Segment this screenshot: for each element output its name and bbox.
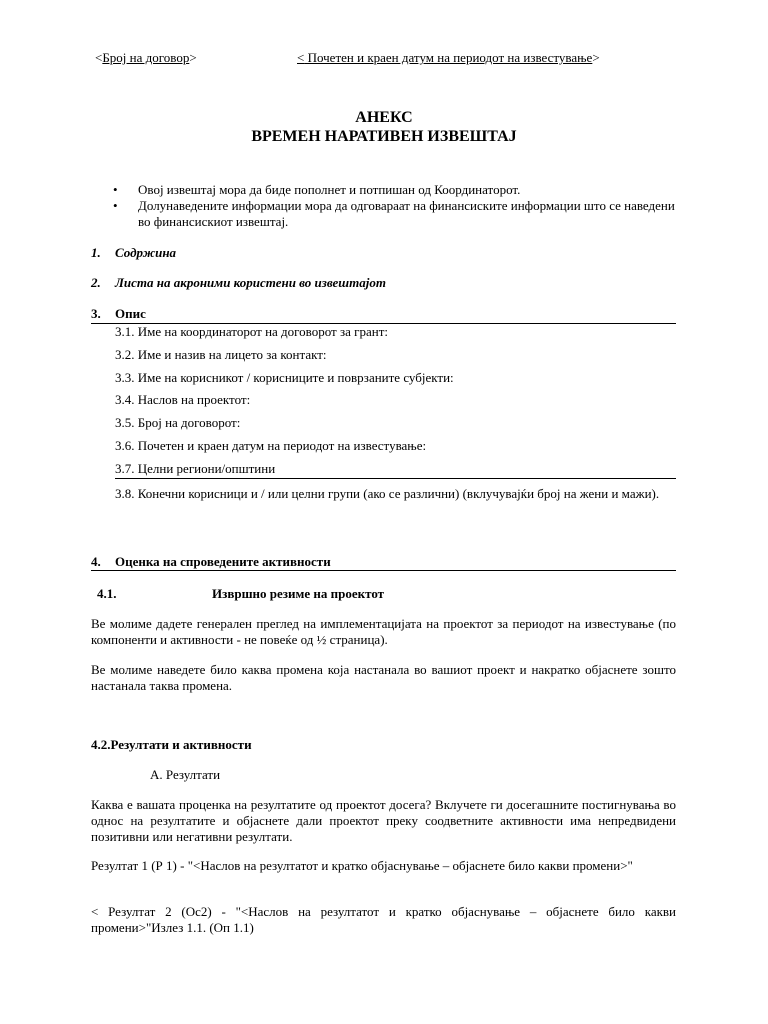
section-2-heading: 2. Листа на акроними користени во извештајот <box>91 275 386 290</box>
section-4-heading: 4. Оценка на спроведените активности <box>91 554 331 569</box>
instruction-item: • Долунаведените информации мора да одговараат на финансиските информации што се наведени во финансискиот извештај. <box>113 198 675 229</box>
section-3-item: 3.5. Број на договорот: <box>115 415 241 430</box>
section-4-2-heading: 4.2.Резултати и активности <box>91 737 252 752</box>
results-paragraph: Каква е вашата проценка на резултатите од проектот досега? Вклучете ги досегашните постигнувања во однос на резултатите и објаснете дали проектот преку соодветните активности има непредвидени позитивни или негативни резултати. <box>91 797 676 844</box>
section-3-item: 3.8. Конечни корисници и / или целни групи (ако се различни) (вклучувајќи број на жени и мажи). <box>115 486 660 501</box>
section-3-item: 3.4. Наслов на проектот: <box>115 392 251 407</box>
reporting-period-placeholder <box>297 50 600 66</box>
contract-number-placeholder <box>95 50 197 66</box>
bullet-icon: • <box>113 198 118 213</box>
section-3-item: 3.3. Име на корисникот / корисниците и поврзаните субјекти: <box>115 370 454 385</box>
section-4-1-paragraph: Ве молиме наведете било каква промена која настанала во вашиот проект и накратко објаснете зошто настанала таква промена. <box>91 662 676 693</box>
section-3-item: 3.1. Име на координаторот на договорот за грант: <box>115 324 388 339</box>
contract-number-label: Број на договор <box>102 50 190 65</box>
section-3-mid-rule <box>115 478 676 479</box>
section-1-heading: 1. Содржина <box>91 245 177 260</box>
section-4-1-heading: 4.1. Извршно резиме на проектот <box>97 586 385 601</box>
bracket-open: < <box>95 50 103 65</box>
result-1-paragraph: Резултат 1 (Р 1) - "<Наслов на резултатот и кратко објаснување – објаснете било какви промени>" <box>91 858 633 873</box>
bracket-close: > <box>592 50 600 65</box>
bracket-open: < <box>297 50 305 65</box>
section-3-heading: 3. Опис <box>91 306 146 321</box>
instruction-list <box>110 182 676 230</box>
result-2-paragraph: < Резултат 2 (Ос2) - "<Наслов на резултатот и кратко објаснување – објаснете било какви промени>"Излез 1.1. (Оп 1.1) <box>91 904 676 935</box>
results-subheading: A. Резултати <box>150 767 221 782</box>
section-3-item: 3.6. Почетен и краен датум на периодот на известување: <box>115 438 427 453</box>
section-3-item: 3.2. Име и назив на лицето за контакт: <box>115 347 327 362</box>
reporting-period-label: Почетен и краен датум на периодот на известување <box>304 50 593 65</box>
section-4-rule <box>91 570 676 571</box>
section-3-item: 3.7. Целни региони/општини <box>115 461 276 476</box>
bracket-close: > <box>189 50 197 65</box>
section-4-1-paragraph: Ве молиме дадете генерален преглед на имплементацијата на проектот за периодот на известување (по компоненти и активности - не повеќе од ½ страница). <box>91 616 676 647</box>
title-annex: АНЕКС <box>355 109 413 126</box>
instruction-item: • Овој извештај мора да биде пополнет и потпишан од Координаторот. <box>113 182 521 197</box>
title-report: ВРЕМЕН НАРАТИВЕН ИЗВЕШТАЈ <box>251 128 517 145</box>
bullet-icon: • <box>113 182 118 197</box>
